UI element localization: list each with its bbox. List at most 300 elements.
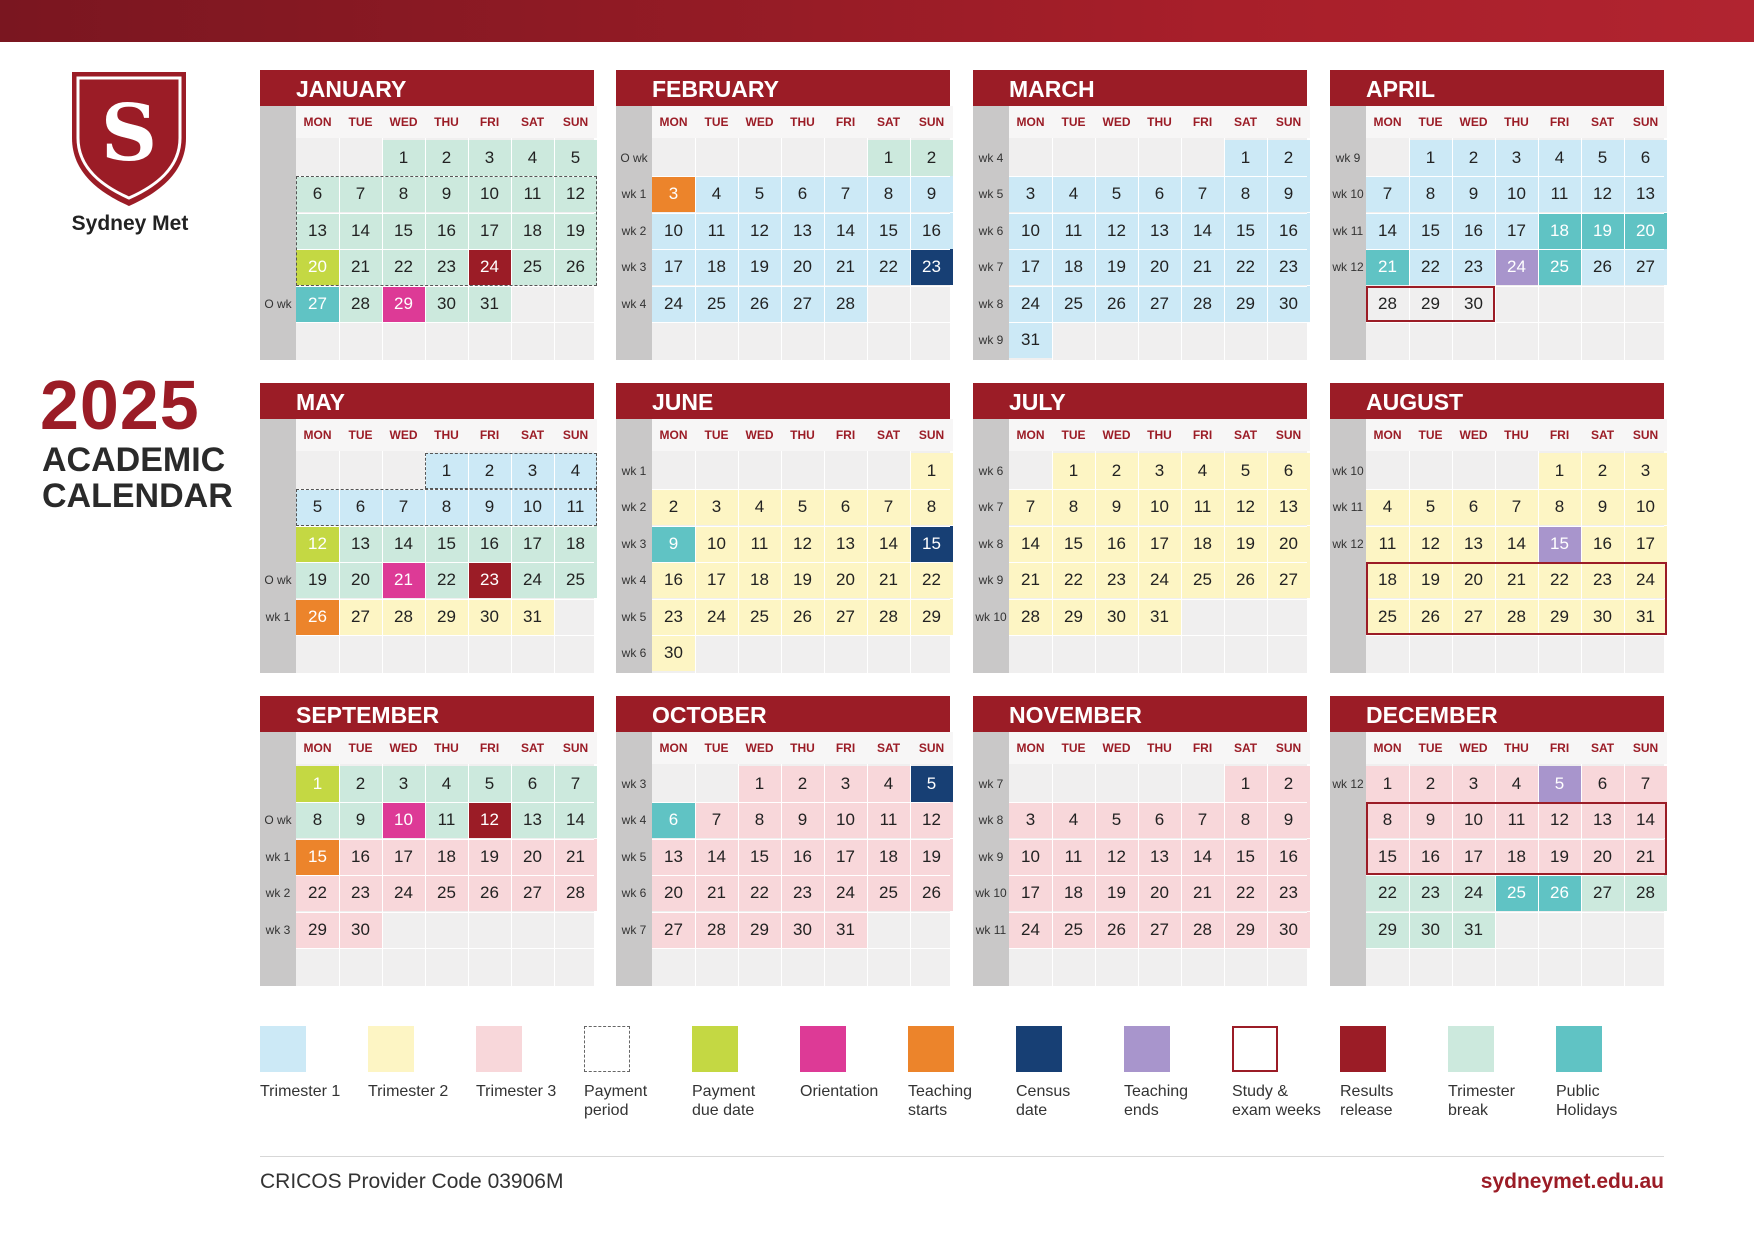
day-cell[interactable]: 20 (511, 839, 554, 875)
day-cell[interactable]: 2 (1267, 766, 1310, 802)
day-cell[interactable]: 3 (1452, 766, 1495, 802)
day-cell[interactable]: 2 (468, 453, 511, 489)
day-cell[interactable]: 20 (1624, 213, 1667, 249)
day-cell[interactable]: 16 (425, 213, 468, 249)
day-cell[interactable]: 1 (1409, 140, 1452, 176)
day-cell[interactable]: 21 (695, 875, 738, 911)
day-cell[interactable]: 3 (1624, 453, 1667, 489)
day-cell[interactable]: 19 (1538, 839, 1581, 875)
day-cell[interactable]: 23 (1452, 249, 1495, 285)
day-cell[interactable]: 17 (1009, 249, 1052, 285)
day-cell[interactable]: 7 (1495, 489, 1538, 525)
day-cell[interactable]: 15 (382, 213, 425, 249)
day-cell[interactable]: 30 (468, 599, 511, 635)
day-cell[interactable]: 25 (511, 249, 554, 285)
day-cell[interactable]: 28 (824, 286, 867, 322)
day-cell[interactable]: 8 (738, 802, 781, 838)
day-cell[interactable]: 12 (1095, 839, 1138, 875)
day-cell[interactable]: 10 (824, 802, 867, 838)
day-cell[interactable]: 1 (1052, 453, 1095, 489)
day-cell[interactable]: 4 (511, 140, 554, 176)
day-cell[interactable]: 14 (1366, 213, 1409, 249)
day-cell[interactable]: 4 (1495, 766, 1538, 802)
day-cell[interactable]: 13 (296, 213, 339, 249)
day-cell[interactable]: 4 (1052, 176, 1095, 212)
day-cell[interactable]: 17 (1452, 839, 1495, 875)
day-cell[interactable]: 30 (1581, 599, 1624, 635)
day-cell[interactable]: 22 (382, 249, 425, 285)
day-cell[interactable]: 3 (1495, 140, 1538, 176)
day-cell[interactable]: 9 (339, 802, 382, 838)
day-cell[interactable]: 16 (1581, 526, 1624, 562)
day-cell[interactable]: 12 (738, 213, 781, 249)
day-cell[interactable]: 10 (1009, 213, 1052, 249)
day-cell[interactable]: 2 (1581, 453, 1624, 489)
day-cell[interactable]: 27 (339, 599, 382, 635)
day-cell[interactable]: 19 (468, 839, 511, 875)
day-cell[interactable]: 26 (1409, 599, 1452, 635)
day-cell[interactable]: 19 (1224, 526, 1267, 562)
day-cell[interactable]: 29 (1224, 912, 1267, 948)
day-cell[interactable]: 15 (1224, 839, 1267, 875)
day-cell[interactable]: 17 (1138, 526, 1181, 562)
day-cell[interactable]: 27 (296, 286, 339, 322)
day-cell[interactable]: 7 (554, 766, 597, 802)
day-cell[interactable]: 28 (339, 286, 382, 322)
day-cell[interactable]: 29 (425, 599, 468, 635)
day-cell[interactable]: 12 (1538, 802, 1581, 838)
day-cell[interactable]: 25 (554, 562, 597, 598)
day-cell[interactable]: 1 (1224, 140, 1267, 176)
day-cell[interactable]: 15 (867, 213, 910, 249)
day-cell[interactable]: 11 (1366, 526, 1409, 562)
day-cell[interactable]: 14 (1624, 802, 1667, 838)
day-cell[interactable]: 27 (652, 912, 695, 948)
day-cell[interactable]: 21 (382, 562, 425, 598)
day-cell[interactable]: 25 (1052, 286, 1095, 322)
day-cell[interactable]: 3 (511, 453, 554, 489)
day-cell[interactable]: 7 (1009, 489, 1052, 525)
day-cell[interactable]: 26 (1224, 562, 1267, 598)
day-cell[interactable]: 24 (1009, 912, 1052, 948)
day-cell[interactable]: 20 (824, 562, 867, 598)
day-cell[interactable]: 31 (468, 286, 511, 322)
day-cell[interactable]: 12 (1224, 489, 1267, 525)
day-cell[interactable]: 22 (425, 562, 468, 598)
day-cell[interactable]: 25 (1495, 875, 1538, 911)
day-cell[interactable]: 2 (910, 140, 953, 176)
day-cell[interactable]: 17 (1009, 875, 1052, 911)
day-cell[interactable]: 23 (781, 875, 824, 911)
day-cell[interactable]: 25 (738, 599, 781, 635)
day-cell[interactable]: 7 (1366, 176, 1409, 212)
day-cell[interactable]: 26 (781, 599, 824, 635)
day-cell[interactable]: 9 (468, 489, 511, 525)
day-cell[interactable]: 1 (1366, 766, 1409, 802)
day-cell[interactable]: 1 (867, 140, 910, 176)
day-cell[interactable]: 1 (1224, 766, 1267, 802)
day-cell[interactable]: 14 (554, 802, 597, 838)
day-cell[interactable]: 14 (695, 839, 738, 875)
day-cell[interactable]: 21 (1009, 562, 1052, 598)
day-cell[interactable]: 5 (1538, 766, 1581, 802)
day-cell[interactable]: 11 (425, 802, 468, 838)
day-cell[interactable]: 6 (511, 766, 554, 802)
day-cell[interactable]: 13 (1624, 176, 1667, 212)
day-cell[interactable]: 21 (1181, 249, 1224, 285)
day-cell[interactable]: 11 (1495, 802, 1538, 838)
day-cell[interactable]: 3 (468, 140, 511, 176)
day-cell[interactable]: 10 (1495, 176, 1538, 212)
day-cell[interactable]: 23 (1095, 562, 1138, 598)
day-cell[interactable]: 30 (425, 286, 468, 322)
day-cell[interactable]: 21 (1366, 249, 1409, 285)
day-cell[interactable]: 26 (738, 286, 781, 322)
day-cell[interactable]: 7 (1181, 802, 1224, 838)
day-cell[interactable]: 11 (1052, 839, 1095, 875)
day-cell[interactable]: 7 (1624, 766, 1667, 802)
day-cell[interactable]: 25 (1181, 562, 1224, 598)
day-cell[interactable]: 5 (296, 489, 339, 525)
day-cell[interactable]: 22 (738, 875, 781, 911)
day-cell[interactable]: 6 (1138, 802, 1181, 838)
day-cell[interactable]: 12 (910, 802, 953, 838)
day-cell[interactable]: 21 (1495, 562, 1538, 598)
day-cell[interactable]: 26 (554, 249, 597, 285)
day-cell[interactable]: 21 (1624, 839, 1667, 875)
day-cell[interactable]: 14 (382, 526, 425, 562)
day-cell[interactable]: 22 (1366, 875, 1409, 911)
day-cell[interactable]: 24 (824, 875, 867, 911)
day-cell[interactable]: 31 (511, 599, 554, 635)
day-cell[interactable]: 18 (1181, 526, 1224, 562)
day-cell[interactable]: 18 (867, 839, 910, 875)
day-cell[interactable]: 27 (781, 286, 824, 322)
day-cell[interactable]: 5 (781, 489, 824, 525)
day-cell[interactable]: 17 (824, 839, 867, 875)
day-cell[interactable]: 24 (1452, 875, 1495, 911)
day-cell[interactable]: 23 (1267, 875, 1310, 911)
day-cell[interactable]: 19 (1581, 213, 1624, 249)
day-cell[interactable]: 14 (824, 213, 867, 249)
day-cell[interactable]: 25 (867, 875, 910, 911)
day-cell[interactable]: 3 (824, 766, 867, 802)
day-cell[interactable]: 23 (1267, 249, 1310, 285)
day-cell[interactable]: 19 (738, 249, 781, 285)
day-cell[interactable]: 9 (652, 526, 695, 562)
day-cell[interactable]: 20 (781, 249, 824, 285)
day-cell[interactable]: 28 (1181, 286, 1224, 322)
day-cell[interactable]: 10 (1138, 489, 1181, 525)
day-cell[interactable]: 15 (1052, 526, 1095, 562)
day-cell[interactable]: 5 (1095, 802, 1138, 838)
day-cell[interactable]: 6 (339, 489, 382, 525)
day-cell[interactable]: 23 (468, 562, 511, 598)
day-cell[interactable]: 4 (738, 489, 781, 525)
day-cell[interactable]: 4 (1181, 453, 1224, 489)
day-cell[interactable]: 11 (1181, 489, 1224, 525)
day-cell[interactable]: 22 (1538, 562, 1581, 598)
day-cell[interactable]: 23 (652, 599, 695, 635)
day-cell[interactable]: 20 (339, 562, 382, 598)
day-cell[interactable]: 18 (511, 213, 554, 249)
day-cell[interactable]: 9 (1095, 489, 1138, 525)
day-cell[interactable]: 10 (511, 489, 554, 525)
day-cell[interactable]: 24 (1009, 286, 1052, 322)
day-cell[interactable]: 21 (1181, 875, 1224, 911)
day-cell[interactable]: 2 (1095, 453, 1138, 489)
day-cell[interactable]: 25 (425, 875, 468, 911)
day-cell[interactable]: 9 (1267, 176, 1310, 212)
day-cell[interactable]: 13 (1581, 802, 1624, 838)
day-cell[interactable]: 8 (1224, 802, 1267, 838)
day-cell[interactable]: 15 (738, 839, 781, 875)
day-cell[interactable]: 5 (468, 766, 511, 802)
day-cell[interactable]: 9 (781, 802, 824, 838)
day-cell[interactable]: 28 (554, 875, 597, 911)
day-cell[interactable]: 23 (1409, 875, 1452, 911)
day-cell[interactable]: 6 (296, 176, 339, 212)
day-cell[interactable]: 20 (296, 249, 339, 285)
day-cell[interactable]: 27 (1138, 286, 1181, 322)
day-cell[interactable]: 16 (1267, 839, 1310, 875)
day-cell[interactable]: 29 (382, 286, 425, 322)
day-cell[interactable]: 4 (1052, 802, 1095, 838)
day-cell[interactable]: 21 (339, 249, 382, 285)
day-cell[interactable]: 2 (1409, 766, 1452, 802)
day-cell[interactable]: 6 (1624, 140, 1667, 176)
day-cell[interactable]: 26 (1538, 875, 1581, 911)
day-cell[interactable]: 17 (652, 249, 695, 285)
day-cell[interactable]: 19 (554, 213, 597, 249)
day-cell[interactable]: 27 (511, 875, 554, 911)
day-cell[interactable]: 5 (1095, 176, 1138, 212)
day-cell[interactable]: 18 (1495, 839, 1538, 875)
day-cell[interactable]: 16 (910, 213, 953, 249)
day-cell[interactable]: 26 (1581, 249, 1624, 285)
day-cell[interactable]: 30 (339, 912, 382, 948)
day-cell[interactable]: 13 (824, 526, 867, 562)
day-cell[interactable]: 4 (425, 766, 468, 802)
day-cell[interactable]: 8 (1538, 489, 1581, 525)
day-cell[interactable]: 8 (1366, 802, 1409, 838)
day-cell[interactable]: 31 (1138, 599, 1181, 635)
day-cell[interactable]: 20 (1581, 839, 1624, 875)
day-cell[interactable]: 7 (867, 489, 910, 525)
day-cell[interactable]: 19 (1409, 562, 1452, 598)
day-cell[interactable]: 28 (1009, 599, 1052, 635)
day-cell[interactable]: 13 (1138, 839, 1181, 875)
day-cell[interactable]: 27 (1581, 875, 1624, 911)
day-cell[interactable]: 29 (1052, 599, 1095, 635)
day-cell[interactable]: 2 (652, 489, 695, 525)
day-cell[interactable]: 8 (910, 489, 953, 525)
day-cell[interactable]: 29 (1538, 599, 1581, 635)
day-cell[interactable]: 9 (425, 176, 468, 212)
day-cell[interactable]: 28 (1495, 599, 1538, 635)
day-cell[interactable]: 1 (296, 766, 339, 802)
day-cell[interactable]: 22 (1052, 562, 1095, 598)
day-cell[interactable]: 3 (1138, 453, 1181, 489)
day-cell[interactable]: 12 (1409, 526, 1452, 562)
day-cell[interactable]: 16 (652, 562, 695, 598)
day-cell[interactable]: 22 (1224, 249, 1267, 285)
day-cell[interactable]: 31 (824, 912, 867, 948)
day-cell[interactable]: 9 (1581, 489, 1624, 525)
day-cell[interactable]: 3 (1009, 176, 1052, 212)
day-cell[interactable]: 8 (1409, 176, 1452, 212)
day-cell[interactable]: 16 (1452, 213, 1495, 249)
day-cell[interactable]: 4 (695, 176, 738, 212)
day-cell[interactable]: 18 (1538, 213, 1581, 249)
day-cell[interactable]: 26 (1095, 912, 1138, 948)
day-cell[interactable]: 12 (554, 176, 597, 212)
day-cell[interactable]: 1 (382, 140, 425, 176)
day-cell[interactable]: 19 (296, 562, 339, 598)
day-cell[interactable]: 13 (339, 526, 382, 562)
day-cell[interactable]: 4 (867, 766, 910, 802)
day-cell[interactable]: 23 (910, 249, 953, 285)
day-cell[interactable]: 2 (1267, 140, 1310, 176)
day-cell[interactable]: 13 (652, 839, 695, 875)
day-cell[interactable]: 13 (781, 213, 824, 249)
day-cell[interactable]: 12 (781, 526, 824, 562)
day-cell[interactable]: 9 (1452, 176, 1495, 212)
day-cell[interactable]: 24 (511, 562, 554, 598)
day-cell[interactable]: 16 (468, 526, 511, 562)
day-cell[interactable]: 9 (1409, 802, 1452, 838)
day-cell[interactable]: 24 (1138, 562, 1181, 598)
day-cell[interactable]: 8 (382, 176, 425, 212)
day-cell[interactable]: 18 (425, 839, 468, 875)
day-cell[interactable]: 25 (1538, 249, 1581, 285)
day-cell[interactable]: 8 (1224, 176, 1267, 212)
day-cell[interactable]: 17 (511, 526, 554, 562)
day-cell[interactable]: 6 (781, 176, 824, 212)
day-cell[interactable]: 11 (695, 213, 738, 249)
day-cell[interactable]: 6 (652, 802, 695, 838)
day-cell[interactable]: 19 (910, 839, 953, 875)
day-cell[interactable]: 16 (339, 839, 382, 875)
day-cell[interactable]: 3 (1009, 802, 1052, 838)
day-cell[interactable]: 10 (1009, 839, 1052, 875)
day-cell[interactable]: 18 (1052, 875, 1095, 911)
day-cell[interactable]: 15 (1538, 526, 1581, 562)
day-cell[interactable]: 5 (738, 176, 781, 212)
day-cell[interactable]: 9 (910, 176, 953, 212)
day-cell[interactable]: 2 (1452, 140, 1495, 176)
day-cell[interactable]: 29 (1224, 286, 1267, 322)
day-cell[interactable]: 3 (695, 489, 738, 525)
day-cell[interactable]: 25 (1052, 912, 1095, 948)
day-cell[interactable]: 27 (1624, 249, 1667, 285)
day-cell[interactable]: 22 (910, 562, 953, 598)
website-link[interactable]: sydneymet.edu.au (1480, 1170, 1664, 1193)
day-cell[interactable]: 16 (781, 839, 824, 875)
day-cell[interactable]: 21 (554, 839, 597, 875)
day-cell[interactable]: 4 (1366, 489, 1409, 525)
day-cell[interactable]: 30 (1409, 912, 1452, 948)
day-cell[interactable]: 24 (468, 249, 511, 285)
day-cell[interactable]: 20 (1138, 249, 1181, 285)
day-cell[interactable]: 30 (1267, 286, 1310, 322)
day-cell[interactable]: 31 (1624, 599, 1667, 635)
day-cell[interactable]: 18 (554, 526, 597, 562)
day-cell[interactable]: 30 (1267, 912, 1310, 948)
day-cell[interactable]: 13 (1267, 489, 1310, 525)
day-cell[interactable]: 11 (867, 802, 910, 838)
day-cell[interactable]: 20 (1452, 562, 1495, 598)
day-cell[interactable]: 1 (910, 453, 953, 489)
day-cell[interactable]: 26 (296, 599, 339, 635)
day-cell[interactable]: 23 (339, 875, 382, 911)
day-cell[interactable]: 1 (738, 766, 781, 802)
day-cell[interactable]: 10 (468, 176, 511, 212)
day-cell[interactable]: 14 (1495, 526, 1538, 562)
day-cell[interactable]: 27 (824, 599, 867, 635)
day-cell[interactable]: 6 (1452, 489, 1495, 525)
day-cell[interactable]: 20 (652, 875, 695, 911)
day-cell[interactable]: 19 (781, 562, 824, 598)
day-cell[interactable]: 29 (1366, 912, 1409, 948)
day-cell[interactable]: 28 (1181, 912, 1224, 948)
day-cell[interactable]: 29 (1421, 293, 1440, 313)
day-cell[interactable]: 15 (1224, 213, 1267, 249)
day-cell[interactable]: 5 (910, 766, 953, 802)
day-cell[interactable]: 8 (296, 802, 339, 838)
day-cell[interactable]: 16 (1409, 839, 1452, 875)
day-cell[interactable]: 23 (1581, 562, 1624, 598)
day-cell[interactable]: 17 (1495, 213, 1538, 249)
day-cell[interactable]: 18 (695, 249, 738, 285)
day-cell[interactable]: 5 (554, 140, 597, 176)
day-cell[interactable]: 15 (425, 526, 468, 562)
day-cell[interactable]: 6 (824, 489, 867, 525)
day-cell[interactable]: 11 (738, 526, 781, 562)
day-cell[interactable]: 6 (1138, 176, 1181, 212)
day-cell[interactable]: 15 (1409, 213, 1452, 249)
day-cell[interactable]: 14 (339, 213, 382, 249)
day-cell[interactable]: 13 (511, 802, 554, 838)
day-cell[interactable]: 27 (1138, 912, 1181, 948)
day-cell[interactable]: 28 (382, 599, 425, 635)
day-cell[interactable]: 25 (1366, 599, 1409, 635)
day-cell[interactable]: 10 (1452, 802, 1495, 838)
day-cell[interactable]: 29 (738, 912, 781, 948)
day-cell[interactable]: 12 (468, 802, 511, 838)
day-cell[interactable]: 24 (1624, 562, 1667, 598)
day-cell[interactable]: 5 (1581, 140, 1624, 176)
day-cell[interactable]: 22 (1224, 875, 1267, 911)
day-cell[interactable]: 5 (1224, 453, 1267, 489)
day-cell[interactable]: 19 (1095, 875, 1138, 911)
day-cell[interactable]: 18 (738, 562, 781, 598)
day-cell[interactable]: 30 (781, 912, 824, 948)
day-cell[interactable]: 17 (382, 839, 425, 875)
day-cell[interactable]: 8 (867, 176, 910, 212)
day-cell[interactable]: 11 (511, 176, 554, 212)
day-cell[interactable]: 7 (339, 176, 382, 212)
day-cell[interactable]: 6 (1267, 453, 1310, 489)
day-cell[interactable]: 26 (910, 875, 953, 911)
day-cell[interactable]: 4 (1538, 140, 1581, 176)
day-cell[interactable]: 4 (554, 453, 597, 489)
day-cell[interactable]: 11 (1052, 213, 1095, 249)
day-cell[interactable]: 14 (1009, 526, 1052, 562)
day-cell[interactable]: 10 (382, 802, 425, 838)
day-cell[interactable]: 13 (1138, 213, 1181, 249)
day-cell[interactable]: 14 (867, 526, 910, 562)
